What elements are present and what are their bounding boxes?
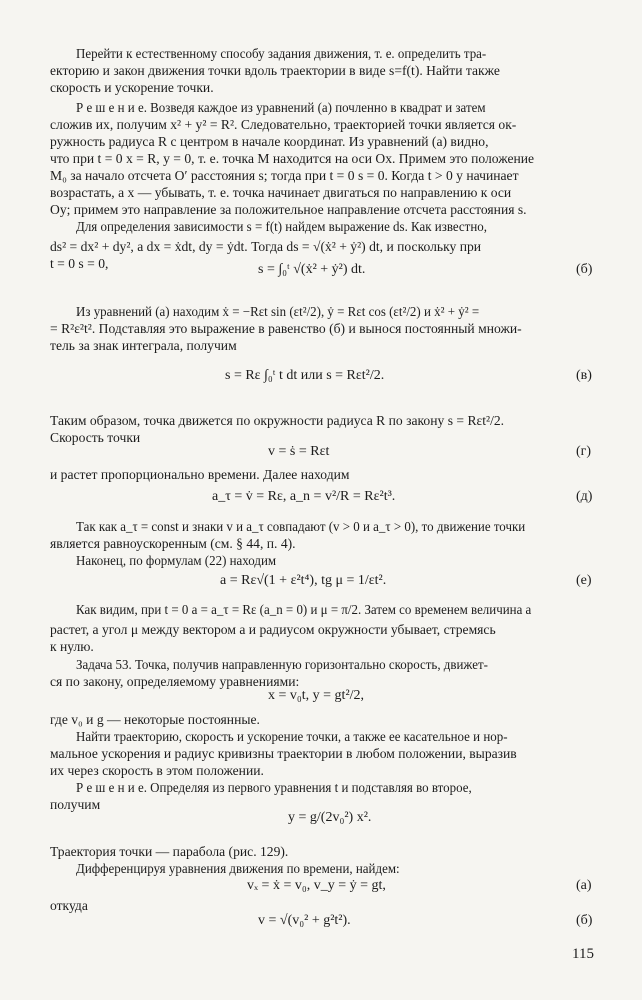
equation-expression: x = v₀t, y = gt²/2, xyxy=(268,688,365,703)
solution-heading-line: Р е ш е н и е. Возведя каждое из уравнений (а) почленно в квадрат и затем xyxy=(76,100,486,115)
equation-tag: (в) xyxy=(576,368,592,383)
page-number: 115 xyxy=(572,946,594,962)
text-line: ds² = dx² + dy², а dx = ẋdt, dy = ẏdt. Тогда ds = √(ẋ² + ẏ²) dt, и поскольку при xyxy=(50,239,482,254)
text-line: Дифференцируя уравнения движения по времени, найдем: xyxy=(76,861,400,876)
text-line: Таким образом, точка движется по окружности радиуса R по закону s = Rεt²/2. xyxy=(50,413,505,428)
text-line: мальное ускорения и радиус кривизны траектории в любом положении, выразив xyxy=(50,746,517,761)
text-line: сложив их, получим x² + y² = R². Следовательно, траекторией точки является ок- xyxy=(50,117,517,132)
text-line: получим xyxy=(50,797,101,812)
text-line: их через скорость в этом положении. xyxy=(50,763,264,778)
equation-tag: (б) xyxy=(576,262,593,277)
equation-tag: (б) xyxy=(576,913,593,928)
text-line: Траектория точки — парабола (рис. 129). xyxy=(50,844,289,859)
text-line: Как видим, при t = 0 a = a_τ = Rε (a_n = 0) и μ = π/2. Затем со временем величина a xyxy=(76,602,532,617)
text-line: является равноускоренным (см. § 44, п. 4). xyxy=(50,536,296,551)
text-line: тель за знак интеграла, получим xyxy=(50,338,237,353)
equation-expression: a = Rε√(1 + ε²t⁴), tg μ = 1/εt². xyxy=(220,573,387,588)
text-line: где v₀ и g — некоторые постоянные. xyxy=(50,712,260,727)
equation-tag: (е) xyxy=(576,573,592,588)
problem-heading-line: Задача 53. Точка, получив направленную горизонтально скорость, движет- xyxy=(76,657,488,672)
text-line: Для определения зависимости s = f(t) найдем выражение ds. Как известно, xyxy=(76,219,487,234)
solution-heading-line: Р е ш е н и е. Определяя из первого уравнения t и подставляя во второе, xyxy=(76,780,472,795)
equation-tag: (д) xyxy=(576,489,593,504)
text-line: = R²ε²t². Подставляя это выражение в равенство (б) и вынося постоянный множи- xyxy=(50,321,522,336)
text-line: Так как a_τ = const и знаки v и a_τ совпадают (v > 0 и a_τ > 0), то движение точки xyxy=(76,519,526,534)
equation-expression: v = √(v₀² + g²t²). xyxy=(258,913,351,928)
equation-expression: y = g/(2v₀²) x². xyxy=(288,810,372,825)
text-line: Перейти к естественному способу задания движения, т. е. определить тра- xyxy=(76,46,487,61)
text-line: Наконец, по формулам (22) находим xyxy=(76,553,277,568)
text-line: t = 0 s = 0, xyxy=(50,256,109,271)
text-line: M₀ за начало отсчета O′ расстояния s; тогда при t = 0 s = 0. Когда t > 0 y начинает xyxy=(50,168,519,183)
text-line: откуда xyxy=(50,898,88,913)
text-line: возрастать, а x — убывать, т. е. точка начинает двигаться по направлению к оси xyxy=(50,185,512,200)
text-line: ружность радиуса R с центром в начале координат. Из уравнений (а) видно, xyxy=(50,134,489,149)
text-line: Из уравнений (а) находим ẋ = −Rεt sin (εt²/2), ẏ = Rεt cos (εt²/2) и ẋ² + ẏ² = xyxy=(76,304,480,319)
text-line: что при t = 0 x = R, y = 0, т. е. точка M находится на оси Ox. Примем это положение xyxy=(50,151,535,166)
equation-expression: a_τ = v̇ = Rε, a_n = v²/R = Rε²t³. xyxy=(212,489,396,504)
text-line: ся по закону, определяемому уравнениями: xyxy=(50,674,300,689)
equation-expression: vₓ = ẋ = v₀, v_y = ẏ = gt, xyxy=(247,878,386,893)
equation-expression: v = ṡ = Rεt xyxy=(268,444,330,459)
text-line: и растет пропорционально времени. Далее находим xyxy=(50,467,350,482)
text-line: к нулю. xyxy=(50,639,94,654)
equation-tag: (г) xyxy=(576,444,592,459)
text-line: скорость и ускорение точки. xyxy=(50,80,214,95)
text-line: растет, а угол μ между вектором a и радиусом окружности убывает, стремясь xyxy=(50,622,496,637)
text-line: екторию и закон движения точки вдоль траектории в виде s=f(t). Найти также xyxy=(50,63,500,78)
text-line: Найти траекторию, скорость и ускорение точки, а также ее касательное и нор- xyxy=(76,729,508,744)
text-line: Oy; примем это направление за положительное направление отсчета расстояния s. xyxy=(50,202,527,217)
equation-tag: (а) xyxy=(576,878,592,893)
equation-expression: s = ∫₀ᵗ √(ẋ² + ẏ²) dt. xyxy=(258,262,366,277)
text-line: Скорость точки xyxy=(50,430,141,445)
equation-expression: s = Rε ∫₀ᵗ t dt или s = Rεt²/2. xyxy=(225,368,385,383)
